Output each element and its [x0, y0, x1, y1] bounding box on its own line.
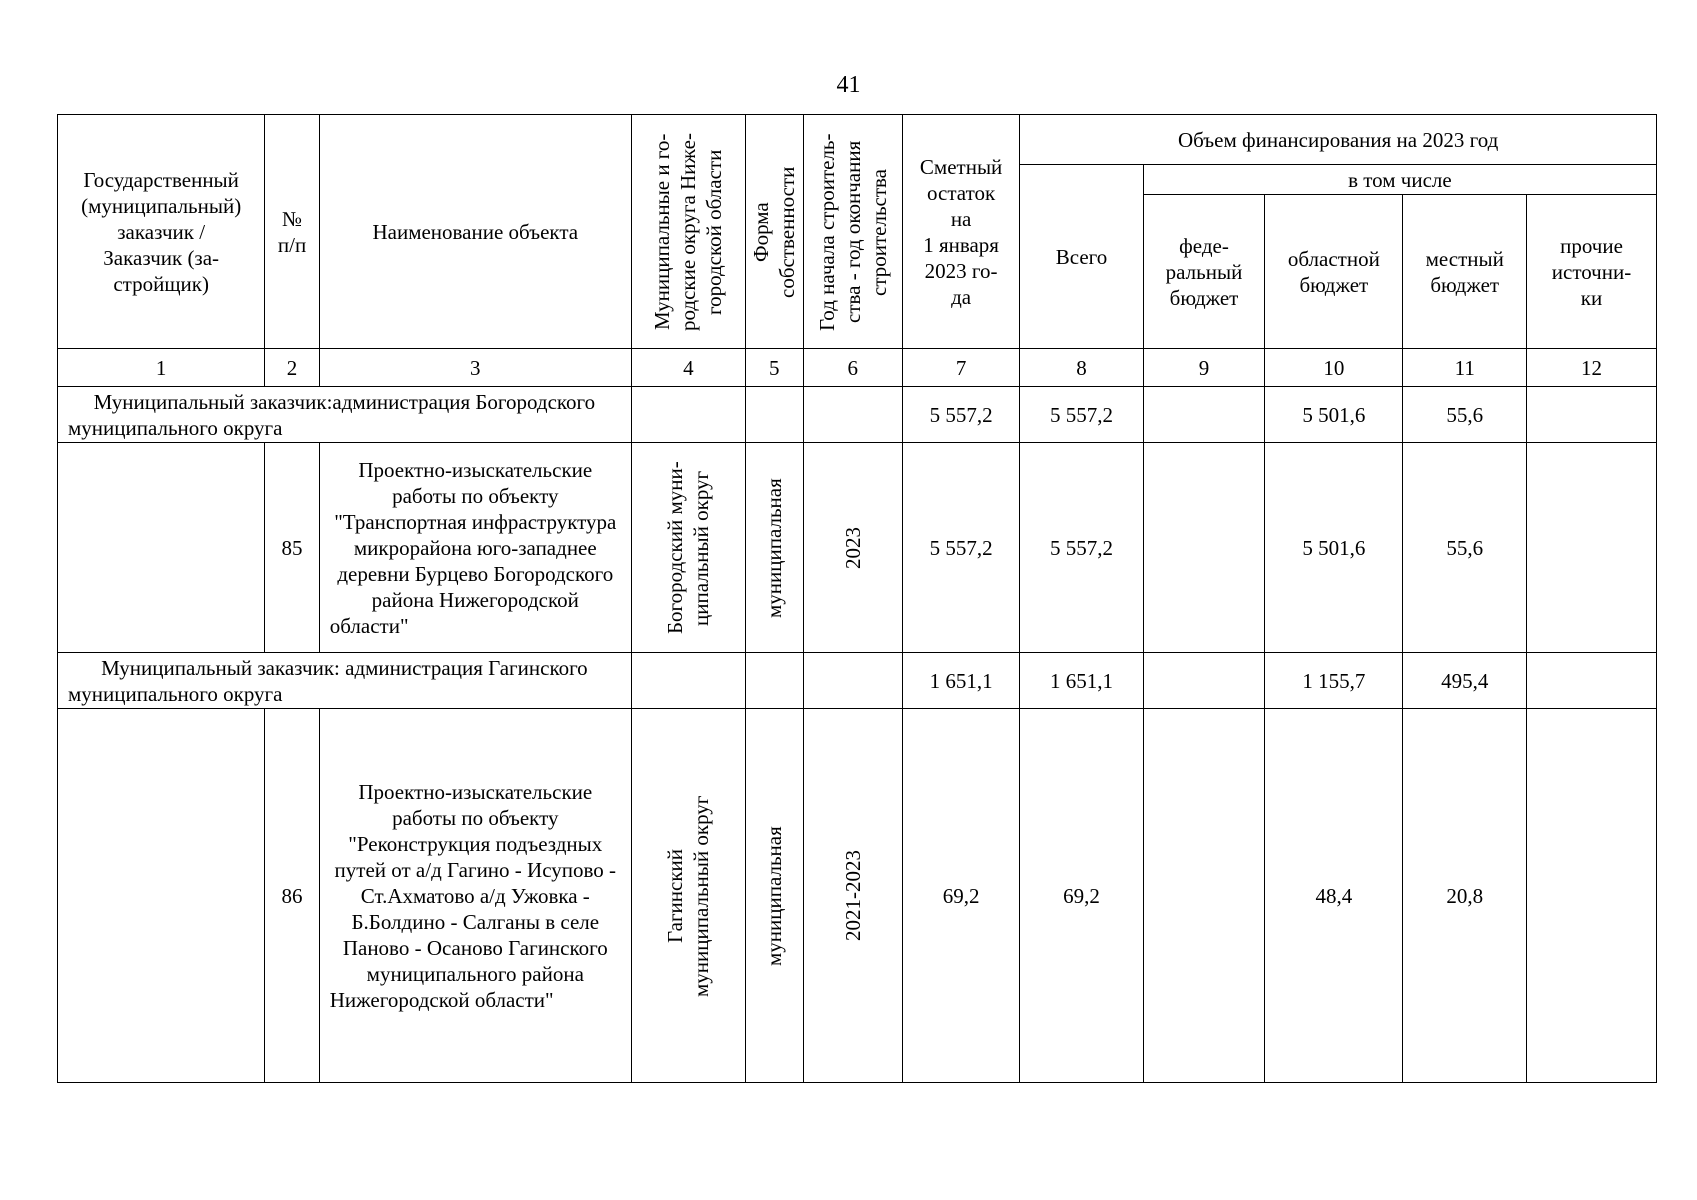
header-including: в том числе — [1143, 165, 1656, 195]
header-other-sources: прочие источни- ки — [1527, 195, 1657, 349]
object-name: Проектно-изыскательские работы по объекту "Реконструкция подъездных путей от а/д Гагино - Исупово - Ст.Ахматово а/д Ужовка - Б.Болдино - Салганы в селе Паново - Осаново Гагинского муниципального района Нижегородской области" — [319, 709, 631, 1083]
federal-budget — [1143, 709, 1264, 1083]
table-cell — [745, 653, 803, 709]
column-number: 2 — [265, 349, 319, 387]
column-number: 3 — [319, 349, 631, 387]
local-budget: 55,6 — [1403, 443, 1527, 653]
column-number: 8 — [1020, 349, 1144, 387]
estimate-remainder: 69,2 — [902, 709, 1019, 1083]
total-financing: 69,2 — [1020, 709, 1144, 1083]
table-cell — [58, 443, 265, 653]
table-cell — [745, 387, 803, 443]
construction-years: 2023 — [803, 443, 902, 653]
header-regional-budget: областной бюджет — [1265, 195, 1403, 349]
table-cell — [631, 653, 745, 709]
other-sources — [1527, 443, 1657, 653]
header-financing: Объем финансирования на 2023 год — [1020, 115, 1657, 165]
column-number: 6 — [803, 349, 902, 387]
customer-name: Муниципальный заказчик: администрация Гагинского муниципального округа — [58, 653, 632, 709]
local-budget: 20,8 — [1403, 709, 1527, 1083]
district: Гагинский муниципальный округ — [631, 709, 745, 1083]
table-cell — [631, 387, 745, 443]
column-number: 11 — [1403, 349, 1527, 387]
construction-years: 2021-2023 — [803, 709, 902, 1083]
column-number: 12 — [1527, 349, 1657, 387]
local-budget: 495,4 — [1403, 653, 1527, 709]
other-sources — [1527, 709, 1657, 1083]
table-row — [58, 443, 1657, 653]
customer-group-row — [58, 653, 1657, 709]
header-row-1 — [58, 115, 1657, 165]
column-number: 10 — [1265, 349, 1403, 387]
estimate-remainder: 1 651,1 — [902, 653, 1019, 709]
table-cell — [803, 387, 902, 443]
financing-table — [57, 114, 1657, 1083]
column-number: 4 — [631, 349, 745, 387]
header-years: Год начала строитель- ства - год окончания строительства — [803, 115, 902, 349]
regional-budget: 5 501,6 — [1265, 387, 1403, 443]
table-row — [58, 709, 1657, 1083]
header-object-name: Наименование объекта — [319, 115, 631, 349]
federal-budget — [1143, 443, 1264, 653]
federal-budget — [1143, 387, 1264, 443]
row-number: 85 — [265, 443, 319, 653]
column-number: 9 — [1143, 349, 1264, 387]
header-estimate-remainder: Сметный остаток на 1 января 2023 го- да — [902, 115, 1019, 349]
column-numbers-row — [58, 349, 1657, 387]
estimate-remainder: 5 557,2 — [902, 443, 1019, 653]
object-name: Проектно-изыскательские работы по объекту "Транспортная инфраструктура микрорайона юго-западнее деревни Бурцево Богородского района Нижегородской области" — [319, 443, 631, 653]
regional-budget: 1 155,7 — [1265, 653, 1403, 709]
customer-name: Муниципальный заказчик:администрация Богородского муниципального округа — [58, 387, 632, 443]
other-sources — [1527, 653, 1657, 709]
header-district: Муниципальные и го- родские округа Ниже- городской области — [631, 115, 745, 349]
local-budget: 55,6 — [1403, 387, 1527, 443]
header-ownership: Форма собственности — [745, 115, 803, 349]
header-federal-budget: феде- ральный бюджет — [1143, 195, 1264, 349]
header-number: № п/п — [265, 115, 319, 349]
header-local-budget: местный бюджет — [1403, 195, 1527, 349]
total-financing: 1 651,1 — [1020, 653, 1144, 709]
column-number: 7 — [902, 349, 1019, 387]
other-sources — [1527, 387, 1657, 443]
table-cell — [58, 709, 265, 1083]
federal-budget — [1143, 653, 1264, 709]
page-number: 41 — [836, 72, 861, 98]
row-number: 86 — [265, 709, 319, 1083]
regional-budget: 48,4 — [1265, 709, 1403, 1083]
column-number: 1 — [58, 349, 265, 387]
total-financing: 5 557,2 — [1020, 443, 1144, 653]
ownership: муниципальная — [745, 443, 803, 653]
ownership: муниципальная — [745, 709, 803, 1083]
district: Богородский муни- ципальный округ — [631, 443, 745, 653]
total-financing: 5 557,2 — [1020, 387, 1144, 443]
column-number: 5 — [745, 349, 803, 387]
estimate-remainder: 5 557,2 — [902, 387, 1019, 443]
table-cell — [803, 653, 902, 709]
customer-group-row — [58, 387, 1657, 443]
header-customer: Государственный (муниципальный) заказчик / Заказчик (за- стройщик) — [58, 115, 265, 349]
header-total: Всего — [1020, 165, 1144, 349]
regional-budget: 5 501,6 — [1265, 443, 1403, 653]
